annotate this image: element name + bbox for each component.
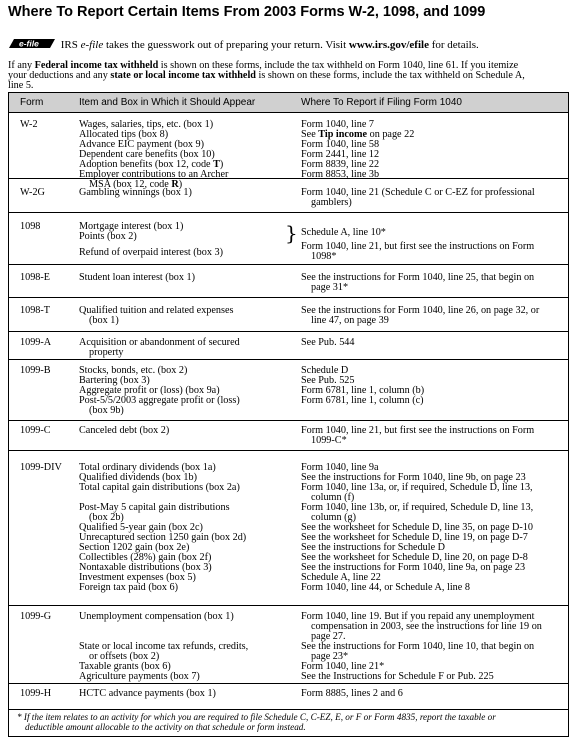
item-line: Refund of overpaid interest (box 3): [79, 247, 223, 258]
where-line: Form 2441, line 12: [301, 149, 380, 160]
intro-text: your deductions and any: [8, 70, 108, 81]
where-line: 1098*: [311, 251, 337, 262]
where-line: Form 6781, line 1, column (c): [301, 395, 424, 406]
where-line: See the instructions for Form 1040, line 9a, on page 23: [301, 562, 526, 573]
where-line: See the instructions for Form 1040, line 9b, on page 23: [301, 472, 526, 483]
table-row: [9, 179, 568, 213]
table-header: [9, 93, 568, 113]
report-table: [8, 92, 569, 737]
efile-word: e-file: [80, 39, 104, 51]
item-line: Taxable grants (box 6): [79, 661, 171, 672]
item-line: Adoption benefits (box 12, code T): [79, 159, 224, 170]
intro-text: is shown on these forms, include the tax withheld on Schedule A,: [258, 70, 525, 81]
where-line: See Pub. 525: [301, 375, 355, 386]
where-line: Form 1040, line 21 (Schedule C or C-EZ for professional: [301, 187, 535, 198]
table-row: [9, 684, 568, 710]
item-line: property: [89, 347, 124, 358]
item-line: Qualified 5-year gain (box 2c): [79, 522, 203, 533]
intro-text: If any: [8, 60, 33, 71]
table-row: [9, 298, 568, 332]
form-name: W-2G: [20, 187, 45, 198]
item-line: Post-May 5 capital gain distributions: [79, 502, 230, 513]
item-line: Unemployment compensation (box 1): [79, 611, 234, 622]
item-line: Stocks, bonds, etc. (box 2): [79, 365, 188, 376]
item-line: Gambling winnings (box 1): [79, 187, 192, 198]
item-line: Dependent care benefits (box 10): [79, 149, 215, 160]
where-line: Form 1040, line 21, but first see the instructions on Form: [301, 241, 535, 252]
where-line: Form 1040, line 58: [301, 139, 380, 150]
item-line: (box 9b): [89, 405, 124, 416]
where-line: Form 1040, line 19. But if you repaid any unemployment: [301, 611, 535, 622]
table-row: [9, 606, 568, 684]
item-line: MSA (box 12, code R): [89, 179, 183, 190]
item-line: Collectibles (28%) gain (box 2f): [79, 552, 212, 563]
table-row: [9, 112, 568, 190]
item-line: Employer contributions to an Archer: [79, 169, 229, 180]
where-line: gamblers): [311, 197, 352, 208]
where-line: Form 1040, line 13b, or, if required, Schedule D, line 13,: [301, 502, 534, 513]
table-row: [9, 332, 568, 360]
where-line: See the Instructions for Schedule F or Pub. 225: [301, 671, 494, 682]
item-line: (box 2b): [89, 512, 124, 523]
item-line: Student loan interest (box 1): [79, 272, 196, 283]
where-line: See the instructions for Schedule D: [301, 542, 446, 553]
where-line: Schedule A, line 10*: [301, 227, 386, 238]
item-line: Allocated tips (box 8): [79, 129, 169, 140]
form-name: 1098: [20, 221, 41, 232]
item-line: (box 1): [89, 315, 119, 326]
item-line: Canceled debt (box 2): [79, 425, 170, 436]
intro-text: is shown on these forms, include the tax withheld on Form 1040, line 61. If you itemize: [160, 60, 519, 71]
table-row: [9, 360, 568, 421]
item-line: Qualified dividends (box 1b): [79, 472, 197, 483]
efile-suffix: for details.: [431, 39, 479, 51]
where-line: See the worksheet for Schedule D, line 20, on page D-8: [301, 552, 528, 563]
where-line: page 27.: [311, 631, 346, 642]
where-line: Form 1040, line 21*: [301, 661, 385, 672]
where-line: Schedule A, line 22: [301, 572, 381, 583]
page-title: Where To Report Certain Items From 2003 Forms W-2, 1098, and 1099: [8, 4, 486, 20]
where-line: See the instructions for Form 1040, line 26, on page 32, or: [301, 305, 540, 316]
where-line: See the instructions for Form 1040, line 10, that begin on: [301, 641, 535, 652]
where-line: Form 1040, line 7: [301, 119, 375, 130]
form-name: 1099-C: [20, 425, 51, 436]
where-line: Form 1040, line 13a, or, if required, Schedule D, line 13,: [301, 482, 533, 493]
where-line: See the worksheet for Schedule D, line 35, on page D-10: [301, 522, 533, 533]
where-line: Form 1040, line 21, but first see the instructions on Form: [301, 425, 535, 436]
where-line: line 47, on page 39: [311, 315, 389, 326]
brace-icon: }: [285, 221, 298, 245]
item-line: HCTC advance payments (box 1): [79, 688, 216, 699]
efile-notice: [8, 38, 479, 52]
intro-text: line 5.: [8, 80, 34, 91]
form-name: 1098-E: [20, 272, 50, 283]
table-row: [9, 265, 568, 298]
footnote: [9, 713, 568, 732]
item-line: Total ordinary dividends (box 1a): [79, 462, 216, 473]
intro-emphasis: Federal income tax withheld: [34, 60, 159, 71]
item-line: Unrecaptured section 1250 gain (box 2d): [79, 532, 247, 543]
item-line: Acquisition or abandonment of secured: [79, 337, 240, 348]
item-line: Advance EIC payment (box 9): [79, 139, 205, 150]
item-line: Aggregate profit or (loss) (box 9a): [79, 385, 220, 396]
where-line: Schedule D: [301, 365, 349, 376]
where-line: column (g): [311, 512, 356, 523]
where-line: Form 8853, line 3b: [301, 169, 380, 180]
efile-prefix: IRS: [60, 39, 78, 51]
form-name: 1099-B: [20, 365, 51, 376]
where-line: See Tip income on page 22: [301, 129, 415, 140]
svg-text:e-file: e-file: [19, 38, 39, 49]
item-line: Bartering (box 3): [79, 375, 150, 386]
where-line: page 23*: [311, 651, 349, 662]
table-row: [9, 451, 568, 606]
where-line: See Pub. 544: [301, 337, 355, 348]
where-line: compensation in 2003, see the instructions for line 19 on: [311, 621, 542, 632]
footnote-line: deductible amount allocable to the activity on that schedule or form instead.: [25, 721, 306, 732]
table-row: [9, 213, 568, 265]
item-line: Section 1202 gain (box 2e): [79, 542, 190, 553]
form-name: 1099-A: [20, 337, 52, 348]
intro-paragraph: [8, 61, 572, 91]
item-line: Nontaxable distributions (box 3): [79, 562, 212, 573]
item-line: Qualified tuition and related expenses: [79, 305, 234, 316]
item-line: Post-5/5/2003 aggregate profit or (loss): [79, 395, 240, 406]
where-line: column (f): [311, 492, 355, 503]
where-line: page 31*: [311, 282, 349, 293]
form-name: 1098-T: [20, 305, 50, 316]
efile-middle: takes the guesswork out of preparing your return. Visit: [105, 39, 347, 51]
table-row: [9, 421, 568, 451]
item-line: Points (box 2): [79, 231, 137, 242]
header-form: Form: [20, 97, 44, 108]
footnote-line: * If the item relates to an activity for which you are required to file Schedule C, C-EZ, E, or F or Form 4835, report the taxable or: [17, 712, 496, 722]
where-line: 1099-C*: [311, 435, 347, 446]
item-line: or offsets (box 2): [89, 651, 160, 662]
efile-url-link[interactable]: www.irs.gov/efile: [348, 39, 429, 51]
item-line: State or local income tax refunds, credits,: [79, 641, 249, 652]
item-line: Total capital gain distributions (box 2a): [79, 482, 240, 493]
where-line: See the instructions for Form 1040, line 25, that begin on: [301, 272, 535, 283]
item-line: Foreign tax paid (box 6): [79, 582, 179, 593]
where-line: Form 1040, line 44, or Schedule A, line 8: [301, 582, 470, 593]
where-line: Form 1040, line 9a: [301, 462, 379, 473]
header-item: Item and Box in Which it Should Appear: [79, 97, 256, 108]
item-line: Wages, salaries, tips, etc. (box 1): [79, 119, 214, 130]
efile-logo: [8, 38, 56, 52]
where-line: Form 6781, line 1, column (b): [301, 385, 425, 396]
item-line: Investment expenses (box 5): [79, 572, 196, 583]
form-name: 1099-G: [20, 611, 52, 622]
where-line: Form 8885, lines 2 and 6: [301, 688, 403, 699]
intro-emphasis: state or local income tax withheld: [110, 70, 256, 81]
item-line: Agriculture payments (box 7): [79, 671, 200, 682]
item-line: Mortgage interest (box 1): [79, 221, 184, 232]
form-name: 1099-DIV: [20, 462, 62, 473]
form-name: 1099-H: [20, 688, 52, 699]
where-line: See the worksheet for Schedule D, line 19, on page D-7: [301, 532, 528, 543]
header-where: Where To Report if Filing Form 1040: [301, 97, 462, 108]
form-name: W-2: [20, 119, 38, 130]
where-line: Form 8839, line 22: [301, 159, 380, 170]
